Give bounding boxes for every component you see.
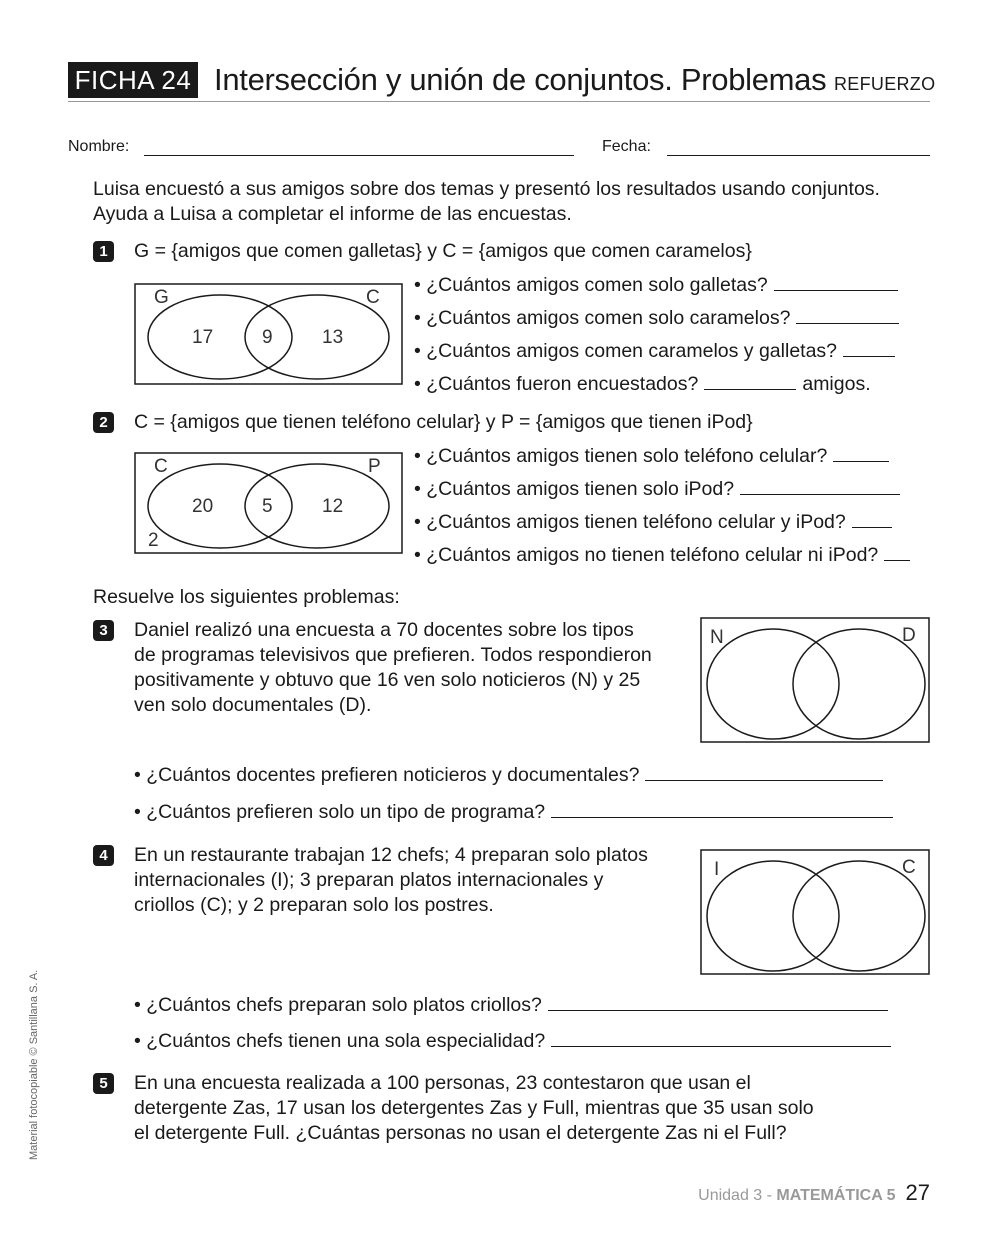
- exercise-number-5: 5: [93, 1073, 114, 1094]
- page-footer: [698, 1180, 930, 1206]
- ex3-line-2: de programas televisivos que prefieren. Todos respondieron: [134, 644, 652, 666]
- ex3-line-1: Daniel realizó una encuesta a 70 docentes sobre los tipos: [134, 619, 634, 641]
- ex4-question-2: • ¿Cuántos chefs tienen una sola especialidad?: [134, 1028, 891, 1054]
- ex5-line-3: el detergente Full. ¿Cuántas personas no usan el detergente Zas ni el Full?: [134, 1122, 787, 1144]
- venn-diagram-2: [134, 452, 404, 555]
- venn-3-set-n: [707, 629, 839, 739]
- venn-diagram-4[interactable]: [700, 849, 931, 976]
- intro-line-1: Luisa encuestó a sus amigos sobre dos temas y presentó los resultados usando conjuntos.: [93, 178, 880, 200]
- venn-4-label-c: C: [902, 857, 916, 878]
- exercise-number-4: 4: [93, 845, 114, 866]
- ex1-question-4: • ¿Cuántos fueron encuestados? amigos.: [414, 373, 871, 395]
- sheet-badge: FICHA 24: [68, 62, 198, 98]
- answer-blank[interactable]: [884, 542, 910, 561]
- venn-4-label-i: I: [714, 859, 720, 880]
- answer-blank[interactable]: [774, 272, 898, 291]
- ex2-question-3: • ¿Cuántos amigos tienen teléfono celular y iPod?: [414, 509, 892, 535]
- venn-3-label-n: N: [710, 627, 724, 648]
- venn-4-universe: [701, 850, 929, 974]
- date-field[interactable]: [667, 155, 930, 156]
- answer-blank[interactable]: [551, 1028, 891, 1047]
- name-label: Nombre:: [68, 138, 130, 155]
- exercise-1-statement: G = {amigos que comen galletas} y C = {amigos que comen caramelos}: [134, 240, 752, 262]
- answer-blank[interactable]: [551, 799, 893, 818]
- answer-blank[interactable]: [796, 305, 899, 324]
- exercise-number-2: 2: [93, 412, 114, 433]
- ex4-line-3: criollos (C); y 2 preparan solo los postres.: [134, 894, 494, 916]
- ex3-question-2: • ¿Cuántos prefieren solo un tipo de programa?: [134, 799, 893, 825]
- answer-blank[interactable]: [852, 509, 892, 528]
- venn-2-region-outside: 2: [148, 530, 159, 551]
- venn-diagram-1: [134, 283, 404, 386]
- ex2-question-1: • ¿Cuántos amigos tienen solo teléfono celular?: [414, 443, 889, 469]
- ex1-question-1: • ¿Cuántos amigos comen solo galletas?: [414, 272, 898, 298]
- exercise-number-1: 1: [93, 241, 114, 262]
- ex5-line-1: En una encuesta realizada a 100 personas, 23 contestaron que usan el: [134, 1072, 751, 1094]
- page-title: Intersección y unión de conjuntos. Problemas: [214, 62, 827, 97]
- exercise-2-statement: C = {amigos que tienen teléfono celular} y P = {amigos que tienen iPod}: [134, 411, 753, 433]
- ex3-line-4: ven solo documentales (D).: [134, 694, 372, 716]
- answer-blank[interactable]: [843, 338, 895, 357]
- venn-2-region-intersection: 5: [262, 496, 273, 517]
- answer-blank[interactable]: [704, 371, 796, 390]
- ex1-question-2: • ¿Cuántos amigos comen solo caramelos?: [414, 305, 899, 331]
- ex4-line-1: En un restaurante trabajan 12 chefs; 4 preparan solo platos: [134, 844, 648, 866]
- ex1-question-3: • ¿Cuántos amigos comen caramelos y galletas?: [414, 338, 895, 364]
- level-tag: REFUERZO: [834, 74, 936, 94]
- header-divider: [68, 101, 930, 102]
- section-heading: Resuelve los siguientes problemas:: [93, 586, 400, 608]
- venn-2-region-c-only: 20: [192, 496, 214, 517]
- venn-1-region-c-only: 13: [322, 327, 344, 348]
- answer-blank[interactable]: [548, 992, 888, 1011]
- name-field[interactable]: [144, 155, 574, 156]
- ex3-line-3: positivamente y obtuvo que 16 ven solo noticieros (N) y 25: [134, 669, 641, 691]
- venn-4-set-i: [707, 861, 839, 971]
- ex2-question-4: • ¿Cuántos amigos no tienen teléfono celular ni iPod?: [414, 542, 910, 568]
- venn-2-region-p-only: 12: [322, 496, 344, 517]
- venn-1-label-g: G: [154, 287, 169, 308]
- venn-1-label-c: C: [366, 287, 380, 308]
- ex3-question-1: • ¿Cuántos docentes prefieren noticieros y documentales?: [134, 762, 883, 788]
- copyright-note: Material fotocopiable © Santillana S. A.: [28, 969, 40, 1160]
- exercise-number-3: 3: [93, 620, 114, 641]
- answer-blank[interactable]: [740, 476, 900, 495]
- ex2-question-2: • ¿Cuántos amigos tienen solo iPod?: [414, 476, 900, 502]
- ex5-line-2: detergente Zas, 17 usan los detergentes Zas y Full, mientras que 35 usan solo: [134, 1097, 814, 1119]
- ex4-question-1: • ¿Cuántos chefs preparan solo platos criollos?: [134, 992, 888, 1018]
- footer-book: MATEMÁTICA 5: [776, 1187, 896, 1204]
- answer-blank[interactable]: [645, 762, 883, 781]
- venn-1-region-intersection: 9: [262, 327, 273, 348]
- page-number: 27: [905, 1180, 930, 1205]
- venn-1-region-g-only: 17: [192, 327, 214, 348]
- venn-2-label-c: C: [154, 456, 168, 477]
- venn-3-label-d: D: [902, 625, 916, 646]
- venn-diagram-3[interactable]: [700, 617, 931, 744]
- footer-unit: Unidad 3 -: [698, 1187, 777, 1204]
- intro-line-2: Ayuda a Luisa a completar el informe de las encuestas.: [93, 203, 572, 225]
- venn-2-label-p: P: [368, 456, 381, 477]
- date-label: Fecha:: [602, 138, 651, 155]
- ex4-line-2: internacionales (I); 3 preparan platos internacionales y: [134, 869, 604, 891]
- venn-3-universe: [701, 618, 929, 742]
- answer-blank[interactable]: [833, 443, 889, 462]
